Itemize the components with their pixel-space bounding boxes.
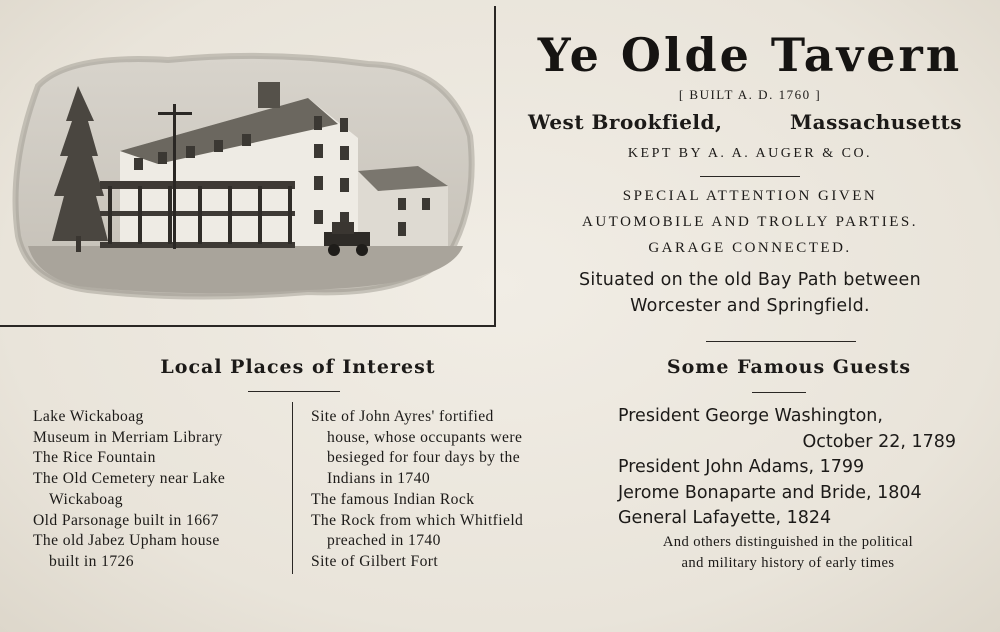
list-item: Site of Gilbert Fort (311, 552, 439, 570)
list-item: President John Adams, 1799 (618, 457, 865, 477)
famous-guests-list (618, 404, 958, 532)
kept-underline (700, 176, 800, 177)
heading-underline-right (752, 392, 806, 393)
column-divider (292, 402, 293, 574)
bay-path-line-2: Worcester and Springfield. (630, 296, 870, 316)
automobile-parties-line: AUTOMOBILE AND TROLLY PARTIES. (582, 214, 918, 230)
list-item: Site of John Ayres' fortified house, whose occupants were besieged for four days by the Indians in 1740 (311, 408, 523, 488)
horizontal-divider-left (0, 325, 496, 327)
town-name: West Brookfield, (528, 110, 723, 134)
list-item: The Rice Fountain (33, 449, 156, 467)
famous-guests-heading: Some Famous Guests (666, 356, 912, 378)
list-item: The old Jabez Upham house built in 1726 (33, 532, 220, 570)
local-places-heading: Local Places of Interest (160, 356, 436, 378)
others-line-2: and military history of early times (681, 555, 895, 571)
list-item: The Rock from which Whitfield preached in 1740 (311, 511, 524, 550)
vertical-divider-top (494, 6, 496, 326)
special-attention-line: SPECIAL ATTENTION GIVEN (622, 188, 878, 204)
list-item: Museum in Merriam Library (33, 428, 223, 446)
kept-by: KEPT BY A. A. AUGER & CO. (627, 146, 873, 161)
others-note (612, 532, 964, 574)
section-rule-right (706, 341, 856, 342)
others-line-1: And others distinguished in the political (662, 534, 914, 550)
list-item: The famous Indian Rock (311, 490, 475, 508)
state-name: Massachusetts (790, 110, 963, 134)
list-item: Old Parsonage built in 1667 (33, 511, 219, 529)
built-year: [ BUILT A. D. 1760 ] (678, 87, 822, 102)
tavern-building-photo (8, 46, 478, 301)
bay-path-line-1: Situated on the old Bay Path between (579, 270, 921, 290)
garage-line: GARAGE CONNECTED. (648, 240, 852, 256)
local-places-list-2 (311, 407, 581, 573)
list-item: Jerome Bonaparte and Bride, 1804 (618, 482, 922, 503)
list-item: President George Washington, October 22, 1789 (618, 406, 956, 452)
tavern-title: Ye Olde Tavern (537, 28, 963, 82)
heading-underline-left (248, 391, 340, 392)
local-places-list-1 (33, 407, 288, 573)
list-item: The Old Cemetery near Lake Wickaboag (33, 470, 226, 508)
list-item: Lake Wickaboag (33, 408, 144, 425)
list-item: General Lafayette, 1824 (618, 508, 832, 528)
